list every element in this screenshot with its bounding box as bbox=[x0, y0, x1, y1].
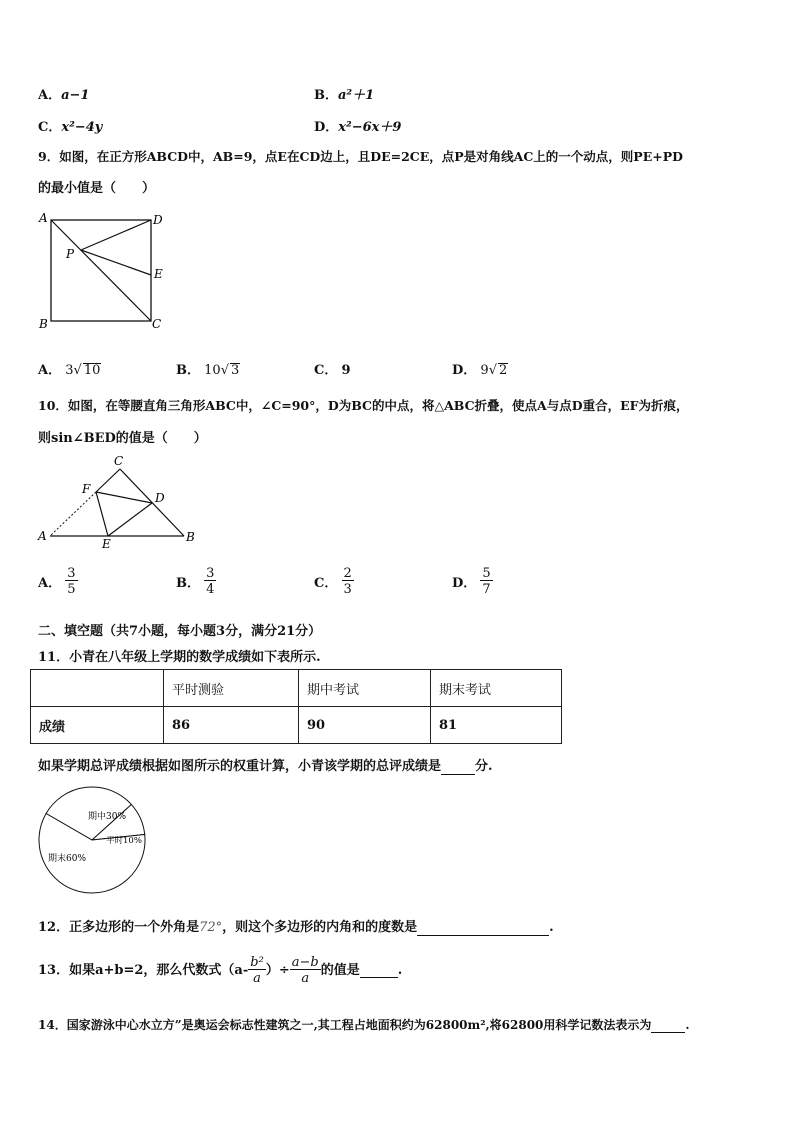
table-row-label: 成绩 bbox=[31, 707, 164, 744]
q10-option-c: C． $\frac{2}{3}$ bbox=[314, 566, 352, 597]
side-cf bbox=[96, 469, 120, 492]
table-header-cell: 平时测验 bbox=[164, 670, 299, 707]
diagonal-ac bbox=[51, 220, 151, 321]
table-header-cell bbox=[31, 670, 164, 707]
segment-pe bbox=[81, 250, 151, 275]
segment-ed bbox=[108, 503, 152, 536]
section-fill-in-header: 二、填空题（共7小题，每小题3分，满分21分） bbox=[38, 624, 322, 639]
label-a: A bbox=[39, 211, 48, 225]
q10-figure-triangle bbox=[36, 452, 206, 550]
answer-blank bbox=[417, 920, 549, 936]
q9-stem-line2: 的最小值是（ ） bbox=[38, 181, 156, 196]
label-c: C bbox=[114, 454, 124, 468]
q8-option-c: C．x²−4y bbox=[38, 120, 103, 135]
q13-stem: 13．如果a+b=2，那么代数式（a- $\frac{\text{b²}}{a}$ ）÷ $\frac{a-b}{a}$ 的值是 . bbox=[38, 955, 403, 986]
pie-label-usual: 平时10% bbox=[106, 836, 142, 846]
table-cell: 86 bbox=[164, 707, 299, 744]
q9-figure-square bbox=[36, 208, 166, 334]
label-a: A bbox=[38, 529, 47, 543]
label-f: F bbox=[82, 482, 91, 496]
answer-blank bbox=[360, 964, 398, 978]
q8-option-b: B．a²＋1 bbox=[314, 88, 375, 103]
dashed-fa bbox=[50, 492, 96, 536]
q8-option-d: D．x²−6x＋9 bbox=[314, 120, 402, 135]
table-row bbox=[31, 707, 562, 744]
q10-stem-line2: 则sin∠BED的值是（ ） bbox=[38, 431, 207, 446]
table-cell: 90 bbox=[299, 707, 431, 744]
q10-option-a: A． $\frac{3}{5}$ bbox=[38, 566, 76, 597]
q8-option-a: A．a−1 bbox=[38, 88, 90, 103]
q9-option-d: D． 9√ 2 bbox=[452, 363, 508, 378]
q9-option-a: A． 3√ 10 bbox=[38, 363, 101, 378]
q9-option-b: B． 10√ 3 bbox=[176, 363, 240, 378]
label-c: C bbox=[152, 317, 162, 331]
q14-stem: 14．国家游泳中心水立方”是奥运会标志性建筑之一,其工程占地面积约为62800m²,将62800用科学记数法表示为 . bbox=[38, 1018, 690, 1032]
table-cell: 81 bbox=[431, 707, 562, 744]
label-e: E bbox=[154, 267, 163, 281]
label-d: D bbox=[153, 213, 163, 227]
label-b: B bbox=[186, 530, 195, 544]
q11-score-table bbox=[30, 669, 562, 744]
table-header-cell: 期末考试 bbox=[431, 670, 562, 707]
table-header-row bbox=[31, 670, 562, 707]
q11-pie-chart bbox=[36, 784, 148, 896]
label-b: B bbox=[39, 317, 48, 331]
label-p: P bbox=[66, 247, 75, 261]
segment-pd bbox=[81, 220, 151, 250]
label-e: E bbox=[102, 537, 111, 550]
pie-label-mid: 期中30% bbox=[88, 812, 127, 822]
q11-intro: 11．小青在八年级上学期的数学成绩如下表所示. bbox=[38, 650, 321, 665]
fold-ef bbox=[96, 492, 108, 536]
q9-stem-line1: 9．如图，在正方形ABCD中，AB=9，点E在CD边上，且DE=2CE，点P是对角线AC上的一个动点，则PE+PD bbox=[38, 149, 683, 164]
pie-label-final: 期末60% bbox=[48, 854, 87, 864]
q10-option-b: B． $\frac{3}{4}$ bbox=[176, 566, 215, 597]
q10-stem-line1: 10．如图，在等腰直角三角形ABC中，∠C=90°，D为BC的中点，将△ABC折叠，使点A与点D重合，EF为折痕， bbox=[38, 398, 689, 413]
q11-question: 如果学期总评成绩根据如图所示的权重计算，小青该学期的总评成绩是 分. bbox=[38, 759, 493, 774]
answer-blank bbox=[441, 759, 475, 775]
q12-stem: 12．正多边形的一个外角是72°，则这个多边形的内角和的度数是 . bbox=[38, 920, 554, 935]
q10-option-d: D． $\frac{5}{7}$ bbox=[452, 566, 491, 597]
q9-option-c: C． 9 bbox=[314, 363, 351, 378]
answer-blank bbox=[651, 1018, 685, 1033]
table-header-cell: 期中考试 bbox=[299, 670, 431, 707]
label-d: D bbox=[155, 491, 165, 505]
